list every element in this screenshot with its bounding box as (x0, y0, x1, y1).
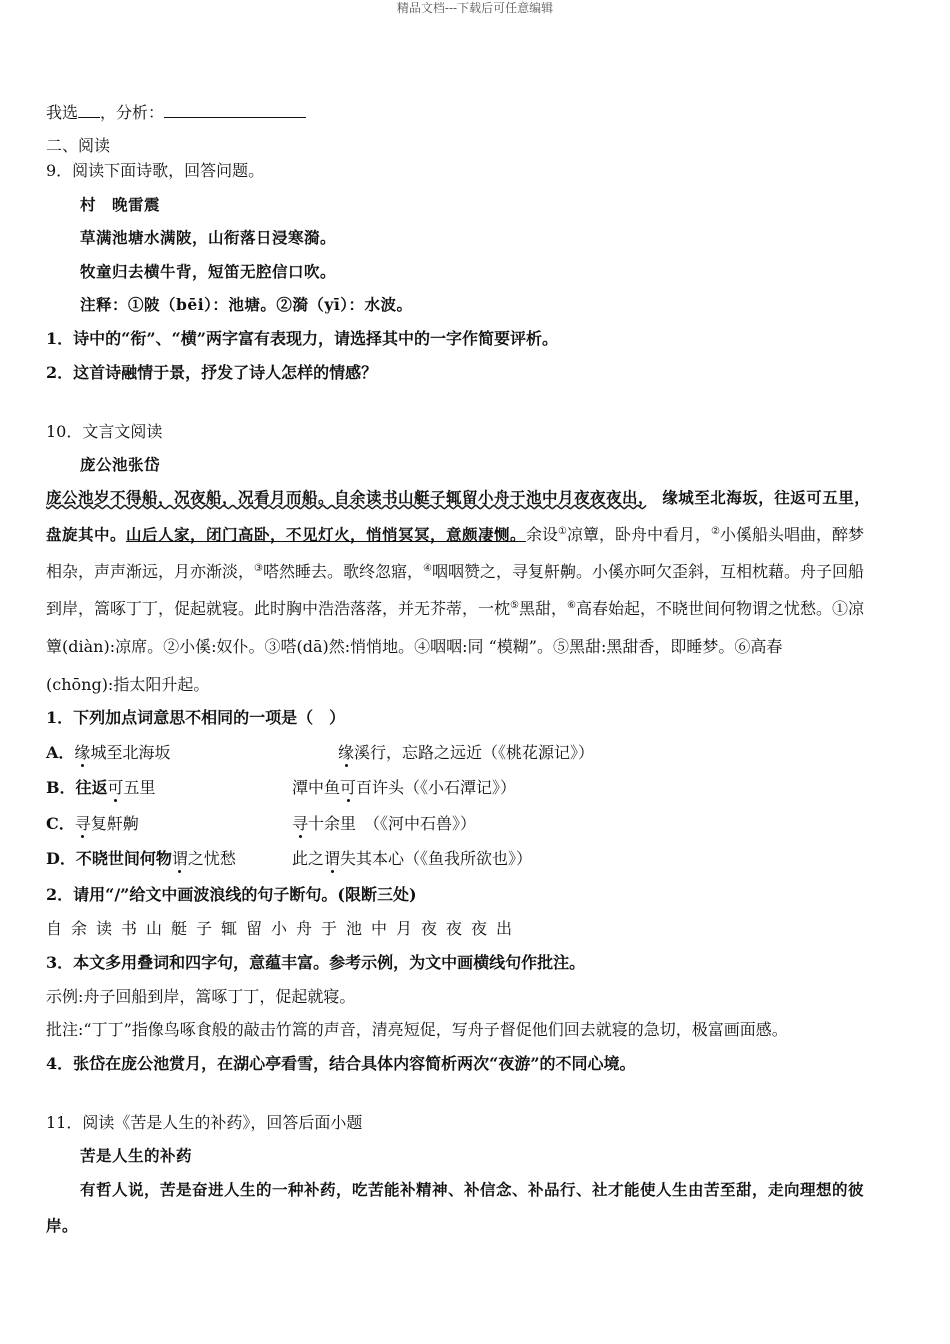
poem-note: 注释：①陂（bēi）：池塘。②漪（yī）：水波。 (80, 295, 413, 314)
option-d[interactable]: D．不晓世间何物谓之忧愁 此之谓失其本心（《鱼我所欲也》） (46, 849, 533, 868)
poem-line-1: 草满池塘水满陂，山衔落日浸寒漪。 (80, 228, 337, 247)
question-9-1: 1．诗中的“衔”、“横”两字富有表现力，请选择其中的一字作简要评析。 (46, 329, 558, 348)
question-10-3: 3．本文多用叠词和四字句，意蕴丰富。参考示例，为文中画横线句作批注。 (46, 953, 586, 972)
example-text: 示例:舟子回船到岸，篙啄丁丁，促起就寝。 (46, 987, 356, 1006)
classical-paragraph-line-1: 庞公池岁不得船，况夜船，况看月而船。自余读书山艇子辄留小舟于池中月夜夜夜出， 缘城至北海坂，往返可五里， (46, 488, 871, 507)
page-header: 精品文档---下载后可任意编辑 (396, 1, 554, 15)
choice-prefix: 我选 (46, 103, 79, 122)
punctuation-exercise-text: 自余读书山艇子辄留小舟于池中月夜夜夜出 (46, 919, 522, 938)
underlined-sentence: 山后人家，闭门高卧，不见灯火，悄悄冥冥，意颇凄恻。 (126, 525, 527, 544)
classical-paragraph-line-3: 相杂，声声渐远，月亦渐淡，③嗒然睡去。歌终忽寤，④咽咽赞之，寻复鼾齁。小傒亦呵欠歪斜，互相枕藉。舟子回船 (46, 562, 864, 581)
option-b[interactable]: B．往返可五里 潭中鱼可百许头（《小石潭记》） (46, 778, 517, 797)
question-10-2: 2．请用“/”给文中画波浪线的句子断句。(限断三处) (46, 885, 417, 904)
classical-paragraph-line-2: 盘旋其中。山后人家，闭门高卧，不见灯火，悄悄冥冥，意颇凄恻。余设①凉簟，卧舟中看月，②小傒船头唱曲，醉梦 (46, 525, 865, 544)
option-c[interactable]: C．寻复鼾齁 寻十余里 （《河中石兽》） (46, 814, 477, 833)
question-11-title: 11．阅读《苦是人生的补药》，回答后面小题 (46, 1113, 363, 1132)
question-10-title: 10．文言文阅读 (46, 422, 163, 441)
annotation-text: 批注:“丁丁”指像鸟啄食般的敲击竹篙的声音，清亮短促，写舟子督促他们回去就寝的急切，极富画面感。 (46, 1020, 788, 1039)
analysis-blank[interactable] (164, 101, 306, 118)
essay-paragraph-line-2: 岸。 (46, 1216, 79, 1235)
essay-paragraph-line-1: 有哲人说，苦是奋进人生的一种补药，吃苦能补精神、补信念、补品行、社才能使人生由苦至甜，走向理想的彼 (80, 1180, 865, 1199)
option-a[interactable]: A．缘城至北海坂 缘溪行，忘路之远近（《桃花源记》） (46, 743, 595, 762)
essay-title: 苦是人生的补药 (80, 1146, 193, 1165)
choice-blank[interactable] (78, 101, 100, 118)
classical-text-title: 庞公池张岱 (80, 455, 161, 474)
analysis-label: ，分析： (100, 103, 165, 122)
question-9-title: 9．阅读下面诗歌，回答问题。 (46, 161, 265, 180)
poem-line-2: 牧童归去横牛背，短笛无腔信口吹。 (80, 262, 337, 281)
answer-choice-line (46, 101, 306, 124)
poem-title: 村 晚雷震 (80, 195, 161, 214)
classical-paragraph-line-4: 到岸，篙啄丁丁，促起就寝。此时胸中浩浩落落，并无芥蒂，一枕⑤黑甜，⑥高春始起，不晓世间何物谓之忧愁。①凉 (46, 599, 864, 618)
question-10-4: 4．张岱在庞公池赏月，在湖心亭看雪，结合具体内容简析两次“夜游”的不同心境。 (46, 1054, 636, 1073)
classical-notes-line-1: 簟(diàn):凉席。②小傒:奴仆。③嗒(dā)然:悄悄地。④咽咽:同 “模糊”。⑤黑甜:黑甜香，即睡梦。⑥高春 (46, 637, 783, 656)
question-10-1: 1．下列加点词意思不相同的一项是（ ） (46, 708, 346, 727)
classical-notes-line-2: (chōng):指太阳升起。 (46, 675, 210, 694)
section-heading: 二、阅读 (46, 136, 111, 155)
wavy-sentence: 庞公池岁不得船，况夜船，况看月而船。自余读书山艇子辄留小舟于池中月夜夜夜出， (46, 488, 647, 507)
question-9-2: 2．这首诗融情于景，抒发了诗人怎样的情感？ (46, 363, 378, 382)
